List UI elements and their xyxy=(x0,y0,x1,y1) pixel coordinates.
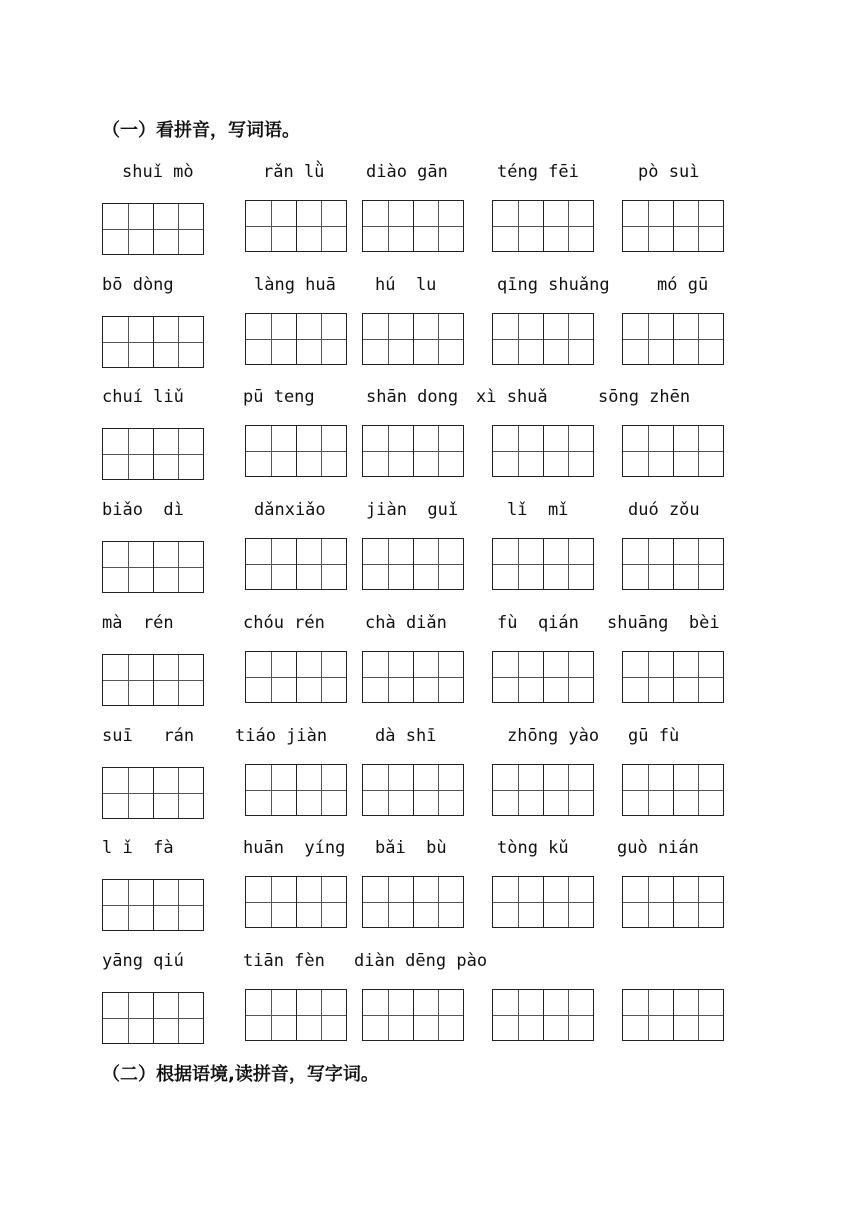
pinyin-label: tiáo jiàn xyxy=(235,725,328,746)
pinyin-label: shuāng bèi xyxy=(607,612,720,633)
character-cell[interactable] xyxy=(493,539,543,589)
pinyin-label: duó zǒu xyxy=(628,500,700,521)
character-cell[interactable] xyxy=(246,765,296,815)
pinyin-label: biǎo dì xyxy=(102,500,184,521)
character-cell[interactable] xyxy=(413,765,464,815)
character-cell[interactable] xyxy=(246,426,296,476)
pinyin-label: gū fù xyxy=(628,725,680,746)
writing-grid[interactable] xyxy=(362,989,464,1041)
pinyin-label: suī rán xyxy=(102,725,195,746)
writing-grid[interactable] xyxy=(622,538,724,590)
character-cell[interactable] xyxy=(153,655,204,705)
writing-grid[interactable] xyxy=(362,651,464,703)
pinyin-label: jiàn guǐ xyxy=(366,500,459,521)
pinyin-label: bǎi bù xyxy=(375,838,447,859)
pinyin-label: tiān fèn xyxy=(243,950,325,971)
pinyin-label: sōng zhēn xyxy=(598,387,691,408)
pinyin-label: rǎn lǜ xyxy=(263,162,325,182)
writing-grid[interactable] xyxy=(622,764,724,816)
character-cell[interactable] xyxy=(543,539,594,589)
pinyin-label: zhōng yào xyxy=(507,725,600,746)
character-cell[interactable] xyxy=(493,652,543,702)
character-cell[interactable] xyxy=(623,314,673,364)
character-cell[interactable] xyxy=(413,201,464,251)
character-cell[interactable] xyxy=(296,539,347,589)
pinyin-label: chuí liǔ xyxy=(102,387,184,408)
character-cell[interactable] xyxy=(493,765,543,815)
character-cell[interactable] xyxy=(413,990,464,1040)
character-cell[interactable] xyxy=(543,765,594,815)
character-cell[interactable] xyxy=(543,201,594,251)
pinyin-label: diàn dēng pào xyxy=(354,950,488,971)
character-cell[interactable] xyxy=(673,877,724,927)
character-cell[interactable] xyxy=(673,539,724,589)
writing-grid[interactable] xyxy=(102,654,204,706)
writing-grid[interactable] xyxy=(492,651,594,703)
writing-grid[interactable] xyxy=(362,764,464,816)
writing-grid[interactable] xyxy=(245,989,347,1041)
pinyin-label: chóu rén xyxy=(243,612,325,633)
writing-grid[interactable] xyxy=(102,541,204,593)
character-cell[interactable] xyxy=(103,768,153,818)
pinyin-label: chà diǎn xyxy=(365,612,447,633)
writing-grid[interactable] xyxy=(622,200,724,252)
pinyin-label: téng fēi xyxy=(497,162,579,182)
character-cell[interactable] xyxy=(493,426,543,476)
character-cell[interactable] xyxy=(623,765,673,815)
pinyin-label: hú lu xyxy=(375,274,437,295)
character-cell[interactable] xyxy=(153,542,204,592)
character-cell[interactable] xyxy=(413,426,464,476)
character-cell[interactable] xyxy=(246,201,296,251)
writing-grid[interactable] xyxy=(245,538,347,590)
character-cell[interactable] xyxy=(296,652,347,702)
character-cell[interactable] xyxy=(153,204,204,254)
character-cell[interactable] xyxy=(296,990,347,1040)
character-cell[interactable] xyxy=(103,655,153,705)
writing-grid[interactable] xyxy=(102,767,204,819)
writing-grid[interactable] xyxy=(362,200,464,252)
character-cell[interactable] xyxy=(246,314,296,364)
writing-grid[interactable] xyxy=(245,425,347,477)
pinyin-label: diào gān xyxy=(366,162,448,182)
pinyin-label: shuǐ mò xyxy=(122,162,194,182)
character-cell[interactable] xyxy=(363,426,413,476)
pinyin-label: lǐ mǐ xyxy=(507,500,569,521)
pinyin-label: guò nián xyxy=(617,838,699,859)
writing-grid[interactable] xyxy=(622,425,724,477)
character-cell[interactable] xyxy=(493,201,543,251)
character-cell[interactable] xyxy=(246,652,296,702)
writing-grid[interactable] xyxy=(492,425,594,477)
character-cell[interactable] xyxy=(153,317,204,367)
pinyin-label: tòng kǔ xyxy=(497,838,569,859)
pinyin-label: huān yíng xyxy=(243,838,346,859)
character-cell[interactable] xyxy=(543,314,594,364)
writing-grid[interactable] xyxy=(102,203,204,255)
writing-grid[interactable] xyxy=(492,313,594,365)
pinyin-label: yāng qiú xyxy=(102,950,184,971)
writing-grid[interactable] xyxy=(622,989,724,1041)
writing-grid[interactable] xyxy=(362,538,464,590)
writing-grid[interactable] xyxy=(102,316,204,368)
character-cell[interactable] xyxy=(543,426,594,476)
character-cell[interactable] xyxy=(543,990,594,1040)
character-cell[interactable] xyxy=(296,201,347,251)
character-cell[interactable] xyxy=(673,314,724,364)
character-cell[interactable] xyxy=(103,993,153,1043)
character-cell[interactable] xyxy=(543,652,594,702)
character-cell[interactable] xyxy=(153,429,204,479)
character-cell[interactable] xyxy=(103,429,153,479)
writing-grid[interactable] xyxy=(492,538,594,590)
character-cell[interactable] xyxy=(623,201,673,251)
character-cell[interactable] xyxy=(493,314,543,364)
character-cell[interactable] xyxy=(296,765,347,815)
character-cell[interactable] xyxy=(493,877,543,927)
character-cell[interactable] xyxy=(103,317,153,367)
pinyin-label: pò suì xyxy=(638,162,700,182)
character-cell[interactable] xyxy=(673,990,724,1040)
character-cell[interactable] xyxy=(103,542,153,592)
pinyin-label: làng huā xyxy=(254,274,336,295)
character-cell[interactable] xyxy=(296,877,347,927)
section-1-heading: （一）看拼音，写词语。 xyxy=(102,120,300,141)
writing-grid[interactable] xyxy=(245,764,347,816)
character-cell[interactable] xyxy=(363,314,413,364)
pinyin-label: bō dòng xyxy=(102,274,174,295)
character-cell[interactable] xyxy=(246,539,296,589)
writing-grid[interactable] xyxy=(622,876,724,928)
character-cell[interactable] xyxy=(413,314,464,364)
writing-grid[interactable] xyxy=(102,428,204,480)
character-cell[interactable] xyxy=(153,880,204,930)
writing-grid[interactable] xyxy=(245,313,347,365)
writing-grid[interactable] xyxy=(492,876,594,928)
character-cell[interactable] xyxy=(413,877,464,927)
writing-grid[interactable] xyxy=(245,651,347,703)
pinyin-label: dà shī xyxy=(375,725,437,746)
character-cell[interactable] xyxy=(246,990,296,1040)
character-cell[interactable] xyxy=(363,765,413,815)
writing-grid[interactable] xyxy=(492,989,594,1041)
character-cell[interactable] xyxy=(246,877,296,927)
character-cell[interactable] xyxy=(363,539,413,589)
character-cell[interactable] xyxy=(623,877,673,927)
character-cell[interactable] xyxy=(623,990,673,1040)
character-cell[interactable] xyxy=(153,768,204,818)
character-cell[interactable] xyxy=(296,314,347,364)
character-cell[interactable] xyxy=(153,993,204,1043)
character-cell[interactable] xyxy=(363,652,413,702)
pinyin-label: shān dong xyxy=(366,387,459,408)
pinyin-label: qīng shuǎng xyxy=(497,274,610,295)
writing-grid[interactable] xyxy=(492,200,594,252)
writing-grid[interactable] xyxy=(102,879,204,931)
character-cell[interactable] xyxy=(103,880,153,930)
writing-grid[interactable] xyxy=(102,992,204,1044)
character-cell[interactable] xyxy=(543,877,594,927)
character-cell[interactable] xyxy=(413,652,464,702)
writing-grid[interactable] xyxy=(362,876,464,928)
writing-grid[interactable] xyxy=(622,651,724,703)
character-cell[interactable] xyxy=(623,426,673,476)
writing-grid[interactable] xyxy=(492,764,594,816)
character-cell[interactable] xyxy=(103,204,153,254)
character-cell[interactable] xyxy=(623,652,673,702)
pinyin-label: mà rén xyxy=(102,612,174,633)
character-cell[interactable] xyxy=(363,201,413,251)
writing-grid[interactable] xyxy=(362,313,464,365)
character-cell[interactable] xyxy=(493,990,543,1040)
character-cell[interactable] xyxy=(623,539,673,589)
pinyin-label: fù qián xyxy=(497,612,579,633)
pinyin-label: dǎnxiǎo xyxy=(254,500,326,521)
writing-grid[interactable] xyxy=(362,425,464,477)
pinyin-label: l ǐ fà xyxy=(102,838,174,859)
writing-grid[interactable] xyxy=(622,313,724,365)
character-cell[interactable] xyxy=(673,201,724,251)
character-cell[interactable] xyxy=(363,877,413,927)
character-cell[interactable] xyxy=(673,765,724,815)
pinyin-label: xì shuǎ xyxy=(476,387,548,408)
character-cell[interactable] xyxy=(413,539,464,589)
character-cell[interactable] xyxy=(363,990,413,1040)
pinyin-label: pū teng xyxy=(243,387,315,408)
character-cell[interactable] xyxy=(296,426,347,476)
pinyin-label: mó gū xyxy=(657,274,709,295)
section-2-heading: （二）根据语境,读拼音，写字词。 xyxy=(102,1064,379,1085)
character-cell[interactable] xyxy=(673,426,724,476)
writing-grid[interactable] xyxy=(245,200,347,252)
character-cell[interactable] xyxy=(673,652,724,702)
writing-grid[interactable] xyxy=(245,876,347,928)
